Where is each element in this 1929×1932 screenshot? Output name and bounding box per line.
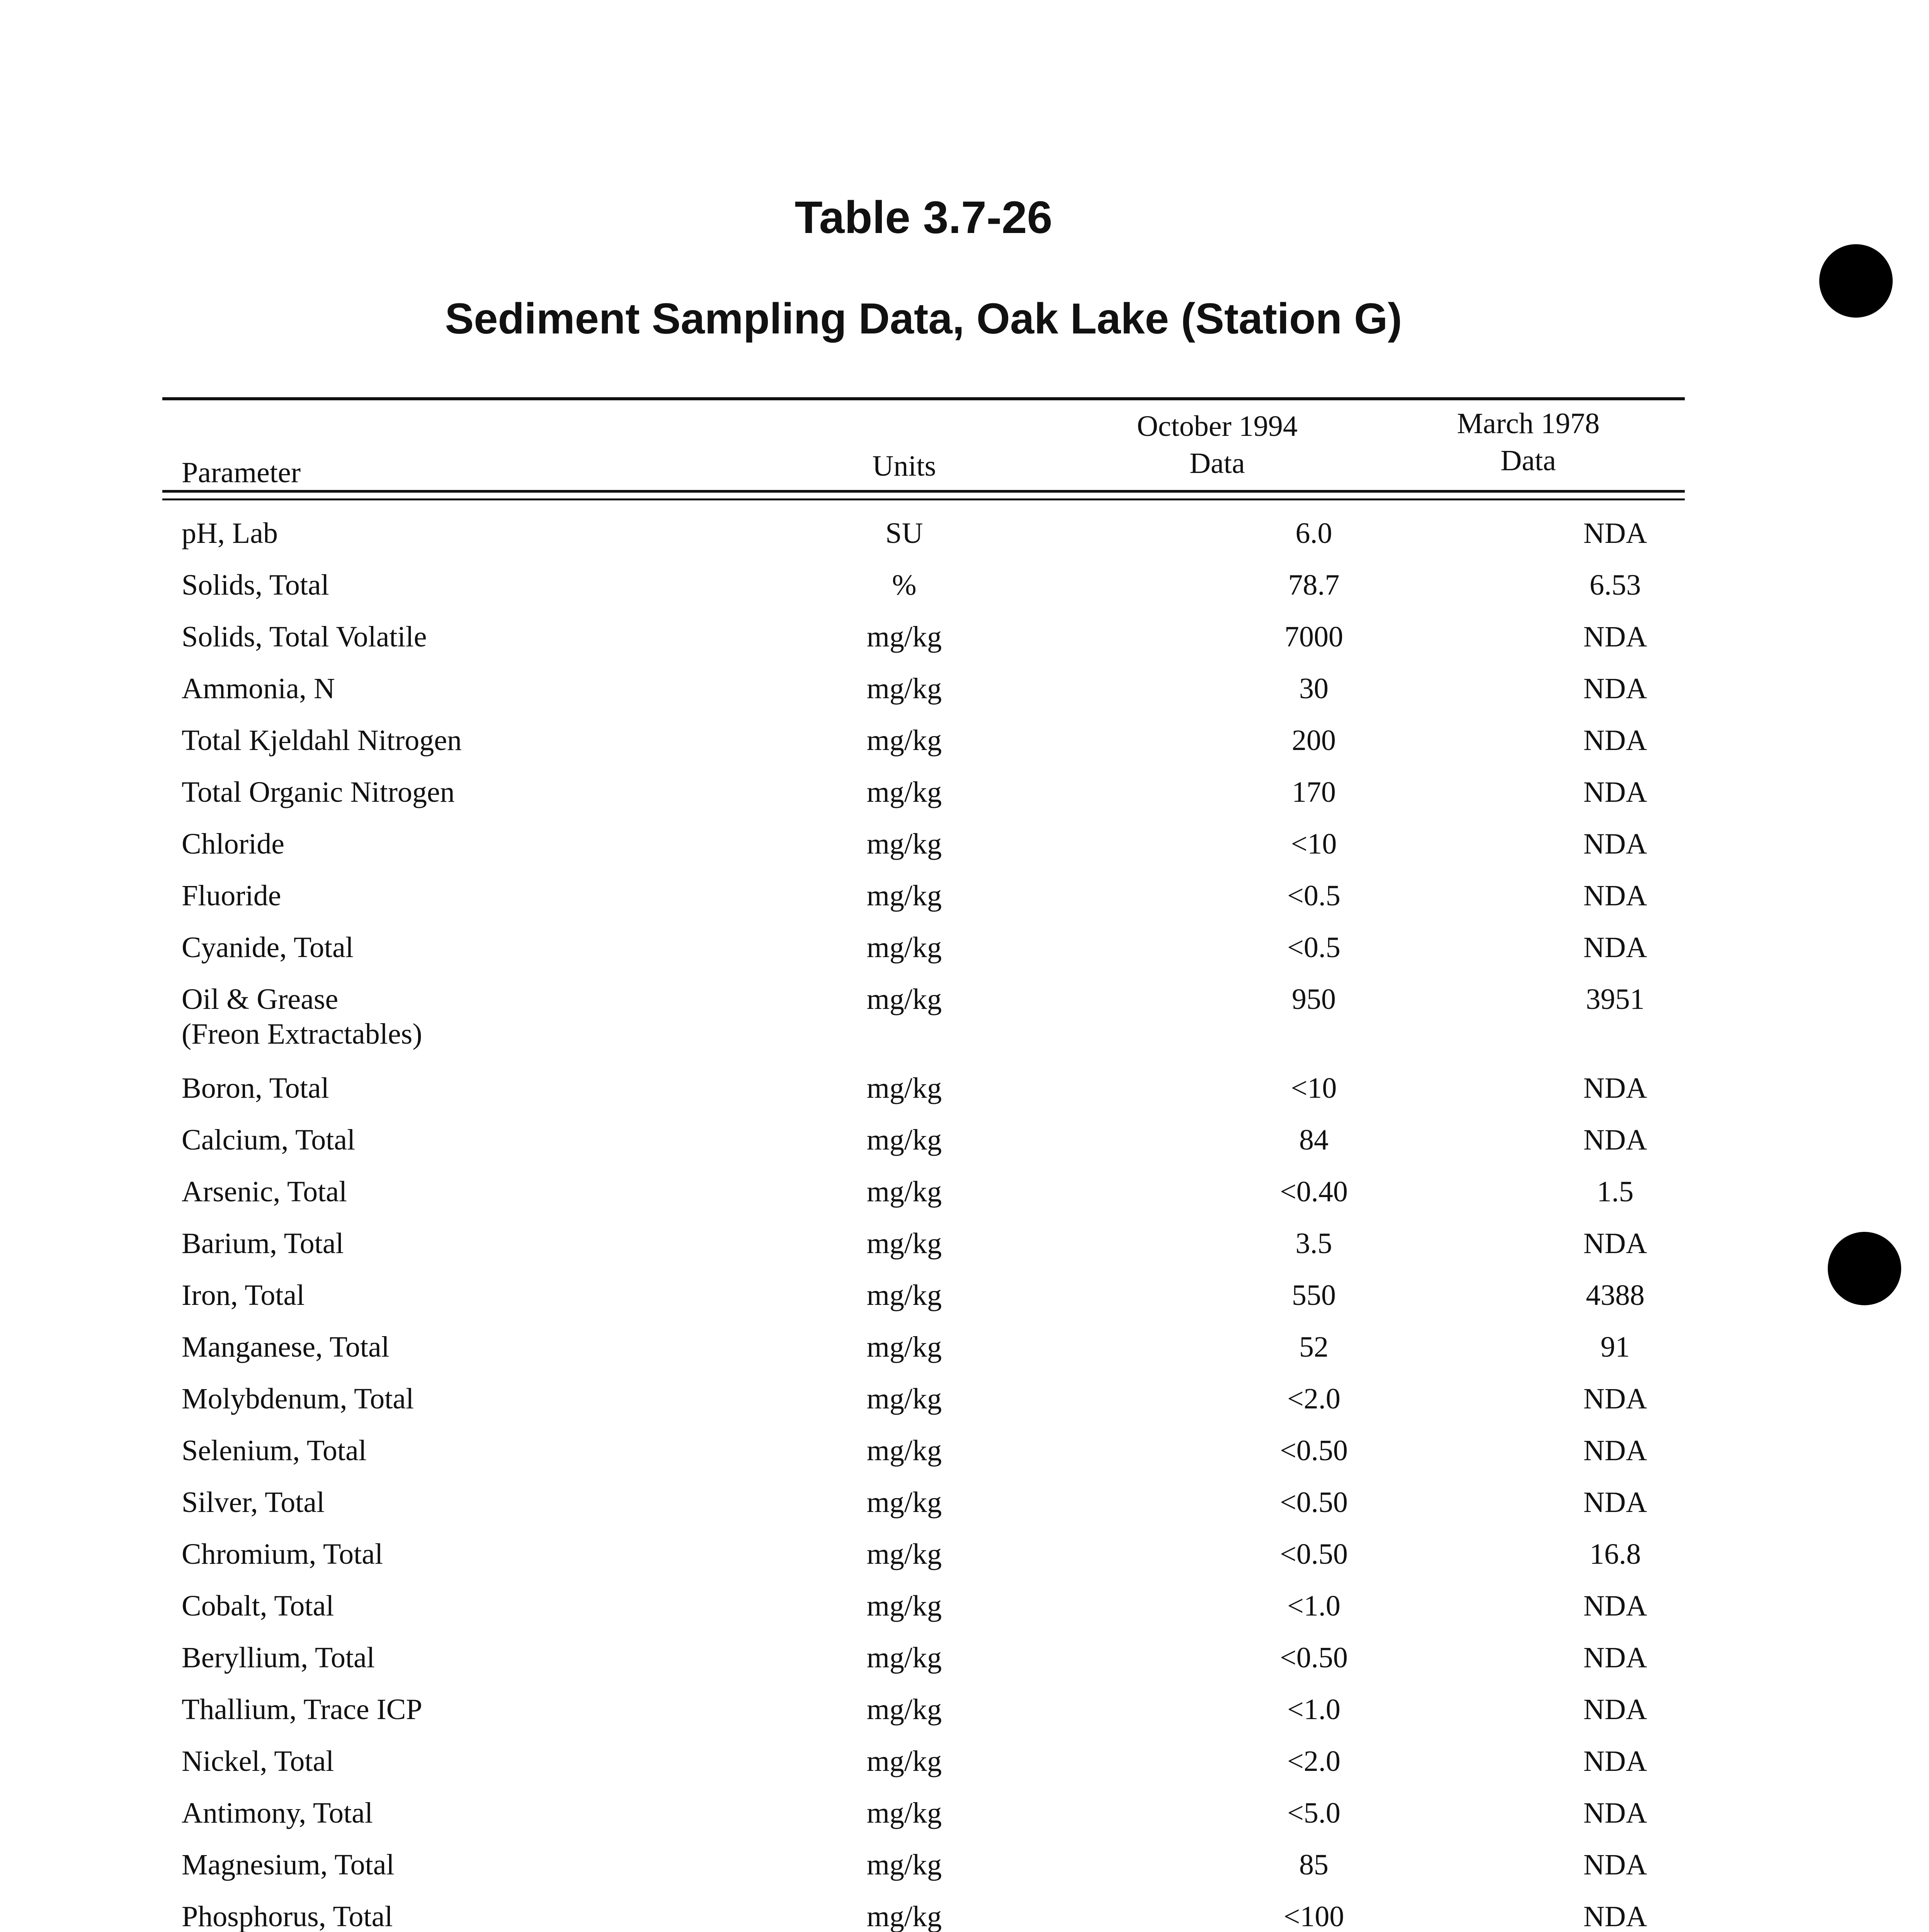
parameter-name: Thallium, Trace ICP (182, 1693, 422, 1726)
march-1978-cell: NDA (1583, 1486, 1647, 1519)
october-1994-cell: 3.5 (1295, 1227, 1332, 1260)
header-october-1994-line1: October 1994 (1137, 410, 1298, 442)
table-row (182, 878, 1689, 929)
units-cell: mg/kg (866, 1849, 942, 1881)
parameter-cell (182, 1796, 373, 1830)
march-1978-cell: NDA (1583, 1797, 1647, 1829)
parameter-name: Total Kjeldahl Nitrogen (182, 724, 462, 757)
march-1978-cell: NDA (1583, 1590, 1647, 1622)
october-1994-cell: <100 (1283, 1900, 1344, 1932)
units-cell: mg/kg (866, 1693, 942, 1726)
table-row (182, 1796, 1689, 1846)
table-row (182, 619, 1689, 670)
parameter-cell (182, 1485, 325, 1520)
march-1978-cell: 4388 (1586, 1279, 1645, 1311)
parameter-cell (182, 1330, 390, 1364)
parameter-name: Nickel, Total (182, 1745, 334, 1777)
march-1978-cell: 6.53 (1589, 569, 1641, 601)
october-1994-cell: <0.5 (1287, 931, 1340, 964)
units-cell: mg/kg (866, 724, 942, 757)
march-1978-cell: 91 (1601, 1331, 1630, 1363)
parameter-cell (182, 1381, 414, 1416)
table-row (182, 1899, 1689, 1932)
units-cell: mg/kg (866, 672, 942, 705)
parameter-name: pH, Lab (182, 517, 278, 549)
units-cell: % (892, 569, 917, 601)
table-row (182, 1330, 1689, 1380)
header-march-1978-line2: Data (1500, 444, 1556, 477)
table-row (182, 1381, 1689, 1432)
parameter-cell (182, 1071, 329, 1105)
parameter-name: Barium, Total (182, 1227, 344, 1260)
october-1994-cell: <0.40 (1280, 1175, 1348, 1208)
parameter-name: Solids, Total (182, 569, 329, 601)
march-1978-cell: NDA (1583, 1434, 1647, 1467)
table-row (182, 671, 1689, 721)
parameter-name: Solids, Total Volatile (182, 621, 427, 653)
parameter-name: Cobalt, Total (182, 1590, 334, 1622)
table-row (182, 1640, 1689, 1690)
october-1994-cell: 7000 (1284, 621, 1343, 653)
units-cell: mg/kg (866, 776, 942, 808)
march-1978-cell: NDA (1583, 672, 1647, 705)
table-row (182, 982, 1689, 1050)
october-1994-cell: 52 (1299, 1331, 1329, 1363)
parameter-name: Arsenic, Total (182, 1175, 347, 1208)
october-1994-cell: 170 (1292, 776, 1336, 808)
october-1994-cell: <0.5 (1287, 879, 1340, 912)
units-cell: mg/kg (866, 1745, 942, 1777)
table-row (182, 930, 1689, 980)
march-1978-cell: NDA (1583, 517, 1647, 549)
parameter-name: Antimony, Total (182, 1797, 373, 1829)
header-rule-lower (162, 498, 1685, 500)
march-1978-cell: NDA (1583, 1124, 1647, 1156)
header-march-1978-line1: March 1978 (1457, 407, 1600, 440)
october-1994-cell: <10 (1291, 828, 1337, 860)
parameter-name: Silver, Total (182, 1486, 325, 1519)
units-cell: mg/kg (866, 983, 942, 1015)
units-cell: mg/kg (866, 1124, 942, 1156)
table-row (182, 1588, 1689, 1639)
october-1994-cell: <10 (1291, 1072, 1337, 1104)
units-cell: mg/kg (866, 1641, 942, 1674)
parameter-cell (182, 1692, 422, 1727)
march-1978-cell: 16.8 (1589, 1538, 1641, 1570)
units-cell: mg/kg (866, 1279, 942, 1311)
parameter-cell (182, 1278, 304, 1313)
parameter-name: Ammonia, N (182, 672, 335, 705)
table-row (182, 1433, 1689, 1483)
march-1978-cell: NDA (1583, 1227, 1647, 1260)
parameter-cell (182, 568, 329, 602)
parameter-cell (182, 1899, 393, 1932)
october-1994-cell: <1.0 (1287, 1590, 1340, 1622)
parameter-name: Calcium, Total (182, 1124, 356, 1156)
units-cell: mg/kg (866, 879, 942, 912)
parameter-cell (182, 1588, 334, 1623)
binder-hole-top (1819, 244, 1893, 318)
march-1978-cell: NDA (1583, 1383, 1647, 1415)
october-1994-cell: <2.0 (1287, 1383, 1340, 1415)
table-row (182, 1122, 1689, 1173)
parameter-name: Oil & Grease (182, 983, 339, 1015)
table-row (182, 1278, 1689, 1328)
parameter-name: Chloride (182, 828, 284, 860)
october-1994-cell: <5.0 (1287, 1797, 1340, 1829)
units-cell: mg/kg (866, 931, 942, 964)
march-1978-cell: NDA (1583, 1849, 1647, 1881)
march-1978-cell: NDA (1583, 879, 1647, 912)
october-1994-cell: <0.50 (1280, 1486, 1348, 1519)
october-1994-cell: <2.0 (1287, 1745, 1340, 1777)
table-row (182, 1692, 1689, 1742)
binder-hole-middle (1828, 1232, 1901, 1305)
parameter-cell (182, 1847, 395, 1882)
table-row (182, 568, 1689, 618)
parameter-cell (182, 1433, 367, 1468)
parameter-cell (182, 1174, 347, 1209)
parameter-name-line2: (Freon Extractables) (182, 1018, 422, 1050)
parameter-name: Phosphorus, Total (182, 1900, 393, 1932)
table-row (182, 1071, 1689, 1121)
table-title: Sediment Sampling Data, Oak Lake (Station G) (445, 294, 1402, 343)
units-cell: mg/kg (866, 1538, 942, 1570)
units-cell: mg/kg (866, 1227, 942, 1260)
table-row (182, 1485, 1689, 1535)
october-1994-cell: 78.7 (1288, 569, 1340, 601)
october-1994-cell: 85 (1299, 1849, 1329, 1881)
october-1994-cell: <0.50 (1280, 1641, 1348, 1674)
table-row (182, 1226, 1689, 1276)
parameter-name: Iron, Total (182, 1279, 305, 1311)
october-1994-cell: <1.0 (1287, 1693, 1340, 1726)
october-1994-cell: <0.50 (1280, 1538, 1348, 1570)
parameter-cell (182, 878, 281, 913)
parameter-name: Manganese, Total (182, 1331, 390, 1363)
march-1978-cell: NDA (1583, 1745, 1647, 1777)
march-1978-cell: NDA (1583, 724, 1647, 757)
units-cell: mg/kg (866, 1900, 942, 1932)
table-row (182, 1174, 1689, 1225)
march-1978-cell: NDA (1583, 776, 1647, 808)
table-row (182, 827, 1689, 877)
parameter-cell (182, 1537, 383, 1571)
table-row (182, 723, 1689, 773)
parameter-name: Boron, Total (182, 1072, 329, 1104)
march-1978-cell: 3951 (1586, 983, 1645, 1015)
parameter-cell (182, 827, 284, 861)
october-1994-cell: 84 (1299, 1124, 1329, 1156)
march-1978-cell: NDA (1583, 621, 1647, 653)
march-1978-cell: NDA (1583, 1900, 1647, 1932)
parameter-cell (182, 1122, 355, 1157)
parameter-name: Cyanide, Total (182, 931, 354, 964)
october-1994-cell: <0.50 (1280, 1434, 1348, 1467)
parameter-name: Selenium, Total (182, 1434, 367, 1467)
parameter-name: Beryllium, Total (182, 1641, 375, 1674)
parameter-cell (182, 1744, 334, 1779)
march-1978-cell: NDA (1583, 1072, 1647, 1104)
parameter-cell (182, 671, 335, 706)
parameter-cell (182, 619, 427, 654)
header-units: Units (872, 450, 936, 482)
parameter-name: Fluoride (182, 879, 281, 912)
table-row (182, 1744, 1689, 1794)
units-cell: mg/kg (866, 1331, 942, 1363)
table-row (182, 1537, 1689, 1587)
parameter-cell (182, 930, 354, 965)
march-1978-cell: NDA (1583, 1693, 1647, 1726)
parameter-cell (182, 516, 278, 551)
october-1994-cell: 30 (1299, 672, 1329, 705)
march-1978-cell: NDA (1583, 931, 1647, 964)
march-1978-cell: 1.5 (1597, 1175, 1634, 1208)
header-october-1994 (1121, 408, 1314, 482)
units-cell: mg/kg (866, 1797, 942, 1829)
table-number: Table 3.7-26 (794, 192, 1053, 243)
parameter-cell (182, 775, 455, 810)
parameter-cell (182, 1640, 375, 1675)
parameter-cell (182, 982, 422, 1051)
parameter-name: Chromium, Total (182, 1538, 383, 1570)
parameter-cell (182, 1226, 344, 1261)
table-top-rule (162, 397, 1685, 400)
units-cell: mg/kg (866, 621, 942, 653)
header-parameter: Parameter (182, 456, 301, 489)
header-october-1994-line2: Data (1189, 447, 1245, 480)
units-cell: mg/kg (866, 1072, 942, 1104)
october-1994-cell: 200 (1292, 724, 1336, 757)
parameter-name: Molybdenum, Total (182, 1383, 414, 1415)
units-cell: mg/kg (866, 1175, 942, 1208)
october-1994-cell: 6.0 (1295, 517, 1332, 549)
parameter-name: Magnesium, Total (182, 1849, 395, 1881)
table-row (182, 775, 1689, 825)
units-cell: SU (885, 517, 923, 549)
october-1994-cell: 950 (1292, 983, 1336, 1015)
units-cell: mg/kg (866, 1434, 942, 1467)
march-1978-cell: NDA (1583, 828, 1647, 860)
units-cell: mg/kg (866, 1486, 942, 1519)
units-cell: mg/kg (866, 1383, 942, 1415)
units-cell: mg/kg (866, 1590, 942, 1622)
header-rule-upper (162, 490, 1685, 493)
parameter-cell (182, 723, 462, 758)
march-1978-cell: NDA (1583, 1641, 1647, 1674)
table-row (182, 516, 1689, 566)
table-row (182, 1847, 1689, 1898)
header-march-1978 (1432, 405, 1625, 479)
units-cell: mg/kg (866, 828, 942, 860)
parameter-name: Total Organic Nitrogen (182, 776, 455, 808)
october-1994-cell: 550 (1292, 1279, 1336, 1311)
